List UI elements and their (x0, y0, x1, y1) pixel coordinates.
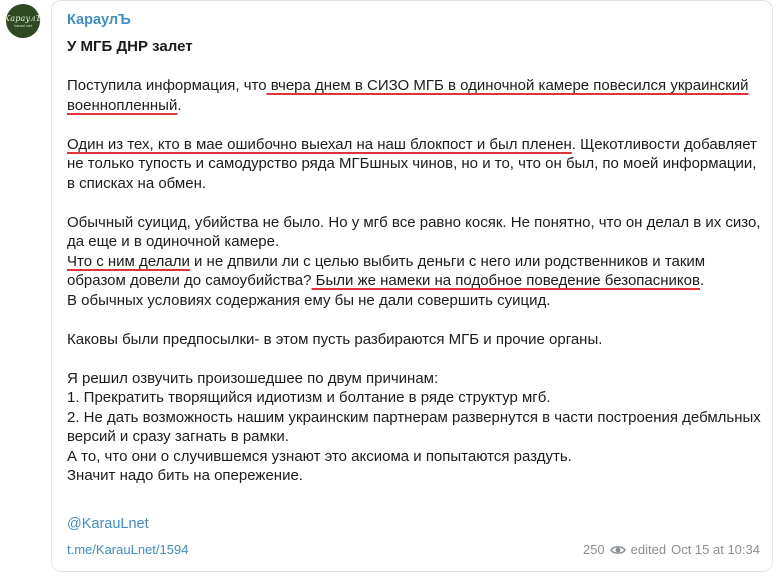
p3-text-end: . (699, 272, 705, 289)
avatar-logo-text: КараулЪ (3, 14, 43, 23)
message-card (51, 0, 773, 572)
p3-underlined-text-2: Были же намеки на подобное поведение безопасников (311, 272, 700, 289)
paragraph-5-line-2: 1. Прекратить творящийся идиотизм и болтание в ряде структур мгб. (67, 389, 551, 406)
paragraph-4: Каковы были предпосылки- в этом пусть разбираются МГБ и прочие органы. (67, 330, 603, 348)
p1-text: Поступила информация, что (67, 77, 267, 94)
paragraph-3-line-3: В обычных условиях содержания ему бы не дали совершить суицид. (67, 291, 551, 309)
p3-text: и не дпвили ли с целью выбить деньги с него или родственников и таким образом довели до самоубийства? (67, 252, 706, 289)
paragraph-3-line-2 (67, 252, 767, 291)
p1-text-end: . (177, 96, 182, 114)
view-count: 250 (582, 542, 605, 557)
p1-underlined-text: вчера днем в СИЗО МГБ в одиночной камере повесился украинский военнопленный (67, 77, 749, 114)
post-link[interactable]: t.me/KarauLnet/1594 (67, 542, 189, 557)
paragraph-5-line-1: Я решил озвучить произошедшее по двум причинам: (67, 369, 439, 387)
channel-name[interactable]: КараулЪ (67, 12, 131, 28)
eye-icon (610, 544, 626, 556)
paragraph-5-line-3: 2. Не дать возможность нашим украинским партнерам развернутся в части построения дебмльных версий и сразу загнать в рамки. (67, 408, 761, 445)
channel-avatar[interactable] (3, 4, 43, 38)
paragraph-5-line-5: Значит надо бить на опережение. (67, 467, 303, 484)
avatar-logo-subtext: karaul.net (14, 23, 32, 28)
post-title: У МГБ ДНР залет (67, 38, 193, 55)
p2-text: . Щекотливости добавляет не только тупость и самодурство ряда МГБшных чинов, но и то, что он был, по моей информации, в списках на обмен. (67, 135, 757, 192)
paragraph-3-line-1: Обычный суицид, убийства не было. Но у мгб все равно косяк. Не понятно, что он делал в их сизо, да еще и в одиночной камере. (67, 213, 761, 250)
post-date: Oct 15 at 10:34 (671, 542, 760, 557)
paragraph-2 (67, 135, 767, 194)
paragraph-1 (67, 76, 767, 115)
edited-label: edited (630, 542, 667, 557)
p3-underlined-text-1: Что с ним делали (67, 252, 190, 270)
paragraph-5-line-4: А то, что они о случившемся узнают это аксиома и попытаются раздуть. (67, 447, 572, 465)
p2-underlined-text: Один из тех, кто в мае ошибочно выехал на наш блокпост и был пленен (67, 135, 572, 153)
channel-mention-link[interactable]: @KarauLnet (67, 516, 149, 532)
message-body (67, 37, 767, 486)
message-meta (583, 542, 760, 557)
